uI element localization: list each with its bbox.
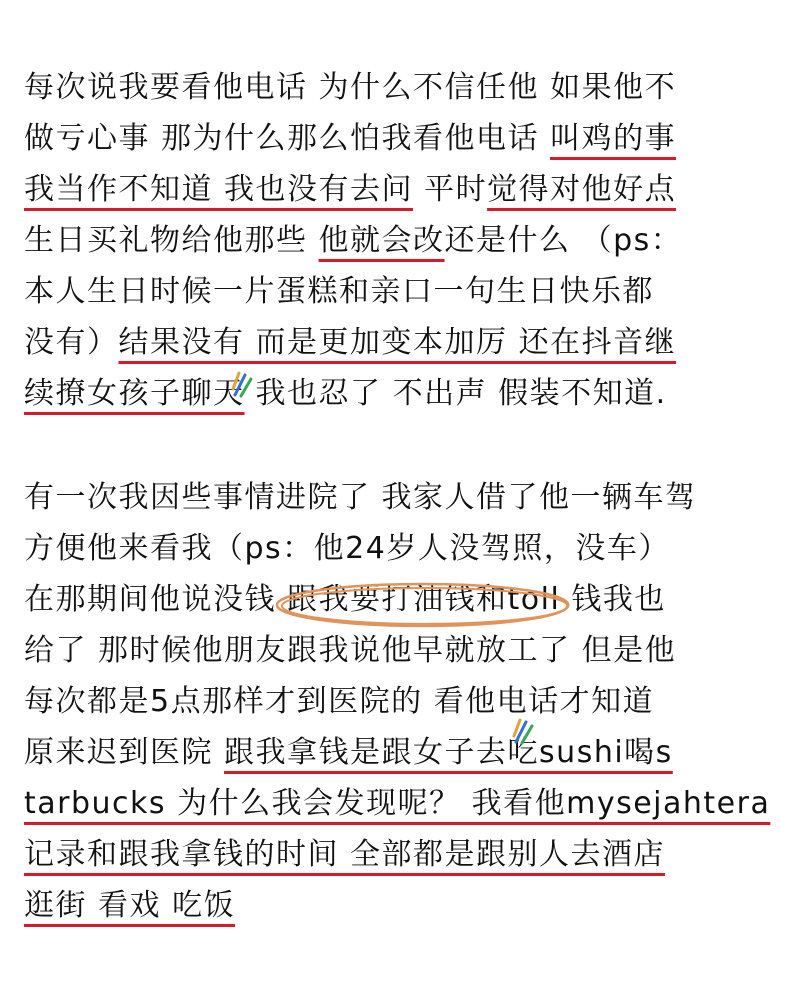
text-line (24, 266, 780, 317)
text-line (24, 880, 780, 931)
paragraph-2 (24, 472, 780, 931)
text-line (24, 829, 780, 880)
underlined-phrase: 我当作不知道 我也没有去问 (24, 172, 414, 207)
underlined-phrase: 记录和跟我拿钱的时间 全部都是跟别人去酒店 (24, 837, 666, 872)
text-span: 我也忍了 不出声 假装不知道. (244, 376, 667, 411)
text-span: 平时 (413, 172, 488, 207)
underlined-phrase: 逛街 看戏 吃饭 (24, 888, 236, 923)
text-span: 跟我要打油钱和toll (287, 582, 561, 617)
text-span: 方便他来看我（ps：他24岁人没驾照，没车） (24, 531, 670, 566)
text-span: 还是什么 （ps： (444, 223, 683, 258)
text-span: 原来迟到医院 (24, 735, 225, 770)
underlined-phrase: 叫鸡的事 (550, 121, 677, 156)
text-span: 做亏心事 那为什么那么怕我看他电话 (24, 121, 551, 156)
text-line (24, 574, 780, 625)
text-line (24, 62, 780, 113)
underlined-phrase: 结果没有 而是更加变本加厉 还在抖音继 (118, 325, 677, 360)
text-line (24, 676, 780, 727)
underlined-phrase: 续撩女孩子聊天 (24, 376, 245, 411)
text-line (24, 778, 780, 829)
text-span: 给了 那时候他朋友跟我说他早就放工了 但是他 (24, 633, 677, 668)
underlined-phrase: 觉得对他好点 (487, 172, 677, 207)
text-span: 本人生日时候一片蛋糕和亲口一句生日快乐都 (24, 274, 654, 309)
text-span: 有一次我因些事情进院了 我家人借了他一辆车驾 (24, 480, 697, 515)
underlined-phrase (224, 735, 673, 770)
underlined-phrase: 他就会改 (318, 223, 445, 258)
text-line (24, 164, 780, 215)
text-span: 每次都是5点那样才到医院的 看他电话才知道 (24, 684, 655, 719)
text-line (24, 472, 780, 523)
paragraph-1 (24, 62, 780, 419)
circled-phrase (287, 574, 560, 625)
text-line (24, 113, 780, 164)
text-line (24, 625, 780, 676)
text-span: 生日买礼物给他那些 (24, 223, 319, 258)
text-line (24, 215, 780, 266)
text-span: 钱我也 (560, 582, 666, 617)
text-span: 没有） (24, 325, 119, 360)
text-span: 在那期间他说没钱 (24, 582, 288, 617)
text-span: 跟我拿钱是跟女子去吃sushi喝s (224, 735, 673, 770)
underlined-phrase: tarbucks 为什么我会发现呢？ 我看他mysejahtera (24, 786, 771, 821)
text-line (24, 317, 780, 368)
text-line (24, 368, 780, 419)
text-line (24, 727, 780, 778)
text-span: 每次说我要看他电话 为什么不信任他 如果他不 (24, 70, 677, 105)
text-line (24, 523, 780, 574)
